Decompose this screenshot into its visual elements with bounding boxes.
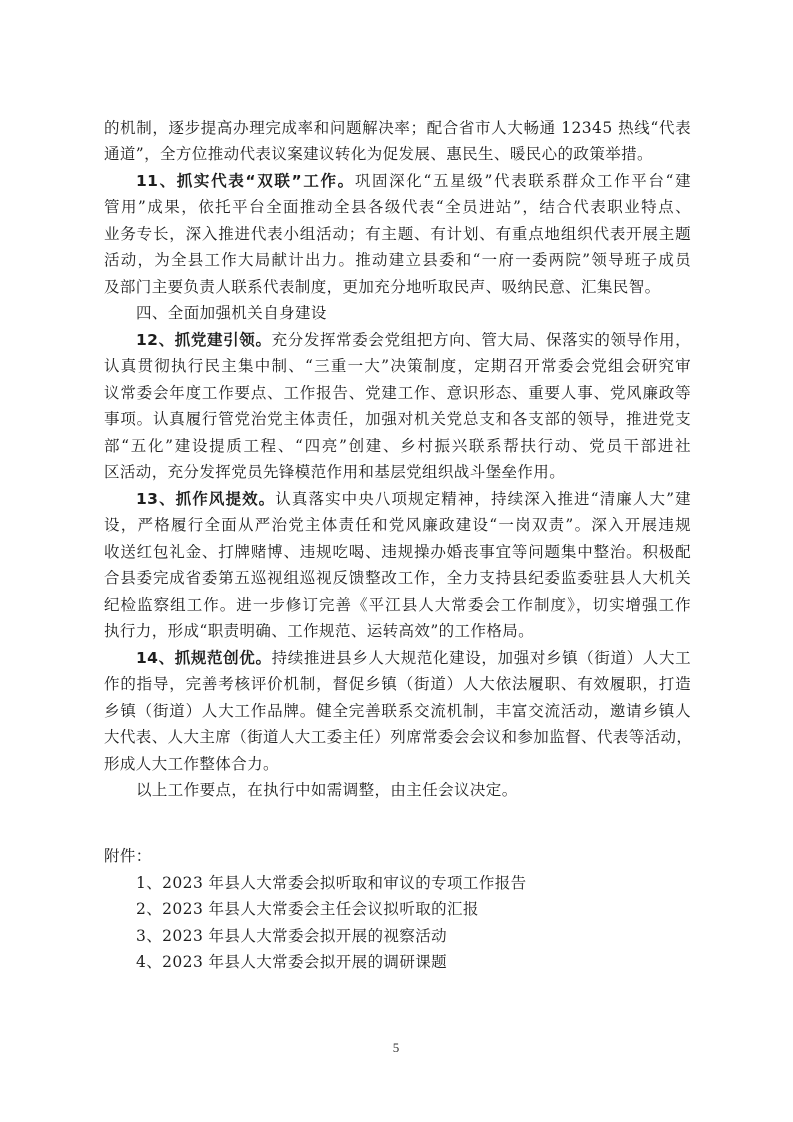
body-line: 区活动，充分发挥党员先锋模范作用和基层党组织战斗堡垒作用。 (104, 463, 566, 481)
body-line: 作的指导，完善考核评价机制，督促乡镇（街道）人大依法履职、有效履职，打造 (104, 675, 691, 693)
item-13-first-line (136, 486, 691, 512)
body-line: 事项。认真履行管党治党主体责任，加强对机关党总支和各支部的领导，推进党支 (104, 410, 691, 428)
body-line: 议常委会年度工作要点、工作报告、党建工作、意识形态、重要人事、党风廉政等 (104, 384, 691, 402)
body-line: 的机制，逐步提高办理完成率和问题解决率；配合省市人大畅通 12345 热线“代表 (104, 119, 691, 137)
body-line: 通道”，全方位推动代表议案建议转化为促发展、惠民生、暖民心的政策举措。 (104, 145, 653, 163)
item-12-first-line (136, 327, 691, 353)
item-11-title: 11、抓实代表“双联”工作。 (136, 172, 355, 190)
item-13-title: 13、抓作风提效。 (136, 490, 276, 508)
body-line: 及部门主要负责人联系代表制度，更加充分地听取民声、吸纳民意、汇集民智。 (104, 278, 661, 296)
body-line: 收送红包礼金、打牌赌博、违规吃喝、违规操办婚丧事宜等问题集中整治。积极配 (104, 543, 691, 561)
item-12-text: 充分发挥常委会党组把方向、管大局、保落实的领导作用， (271, 331, 691, 349)
item-12-title: 12、抓党建引领。 (136, 331, 272, 349)
closing-line: 以上工作要点，在执行中如需调整，由主任会议决定。 (136, 781, 518, 799)
body-line: 管用”成果，依托平台全面推动全县各级代表“全员进站”，结合代表职业特点、 (104, 198, 691, 216)
attachment-item: 1、2023 年县人大常委会拟听取和审议的专项工作报告 (136, 874, 527, 892)
attachment-item: 3、2023 年县人大常委会拟开展的视察活动 (136, 927, 448, 945)
body-line: 业务专长，深入推进代表小组活动；有主题、有计划、有重点地组织代表开展主题 (104, 225, 691, 243)
page-number: 5 (392, 1040, 400, 1055)
item-11-text: 巩固深化“五星级”代表联系群众工作平台“建 (354, 172, 691, 190)
item-14-title: 14、抓规范创优。 (136, 649, 272, 667)
item-14-first-line (136, 645, 691, 671)
section-heading: 四、全面加强机关自身建设 (136, 304, 327, 322)
attachment-item: 2、2023 年县人大常委会主任会议拟听取的汇报 (136, 900, 479, 918)
item-11-first-line (136, 168, 691, 194)
body-line: 乡镇（街道）人大工作品牌。健全完善联系交流机制，丰富交流活动，邀请乡镇人 (104, 702, 691, 720)
attachments-label: 附件： (104, 847, 152, 865)
body-line: 设，严格履行全面从严治党主体责任和党风廉政建设“一岗双责”。深入开展违规 (104, 516, 691, 534)
body-line: 活动，为全县工作大局献计出力。推动建立县委和“一府一委两院”领导班子成员 (104, 251, 691, 269)
body-line: 纪检监察组工作。进一步修订完善《平江县人大常委会工作制度》，切实增强工作 (104, 596, 691, 614)
body-line: 大代表、人大主席（街道人大工委主任）列席常委会会议和参加监督、代表等活动， (104, 728, 693, 746)
item-13-text: 认真落实中央八项规定精神，持续深入推进“清廉人大”建 (275, 490, 691, 508)
body-line: 形成人大工作整体合力。 (104, 755, 279, 773)
attachment-item: 4、2023 年县人大常委会拟开展的调研课题 (136, 953, 448, 971)
body-line: 认真贯彻执行民主集中制、“三重一大”决策制度，定期召开常委会党组会研究审 (104, 357, 691, 375)
body-line: 执行力，形成“职责明确、工作规范、运转高效”的工作格局。 (104, 622, 535, 640)
body-line: 部“五化”建设提质工程、“四亮”创建、乡村振兴联系帮扶行动、党员干部进社 (104, 437, 691, 455)
body-line: 合县委完成省委第五巡视组巡视反馈整改工作，全力支持县纪委监委驻县人大机关 (104, 569, 691, 587)
item-14-text: 持续推进县乡人大规范化建设，加强对乡镇（街道）人大工 (271, 649, 691, 667)
